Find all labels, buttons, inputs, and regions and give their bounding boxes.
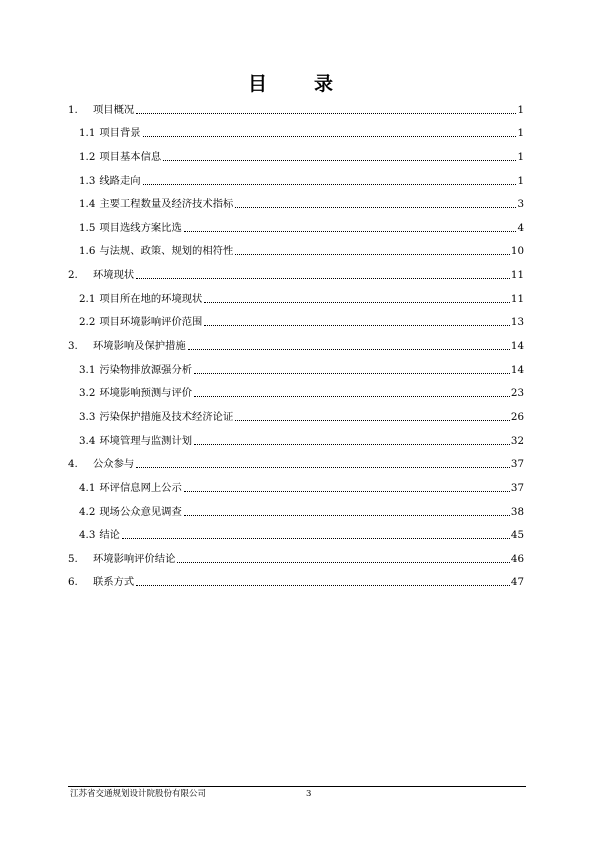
toc-entry[interactable] [68, 306, 524, 330]
toc-entry[interactable] [68, 188, 524, 212]
toc-dot-leader [163, 150, 516, 164]
footer-divider [68, 786, 526, 787]
toc-entry-label: 现场公众意见调查 [99, 505, 182, 518]
toc-entry[interactable] [68, 140, 524, 164]
toc-entry-number: 3.2 [79, 387, 96, 400]
toc-entry-label: 项目所在地的环境现状 [99, 292, 203, 305]
toc-entry-number: 6. [68, 576, 78, 589]
toc-entry-number: 1.4 [79, 198, 96, 211]
toc-entry-page: 26 [510, 410, 524, 423]
toc-entry-number: 2. [68, 269, 78, 282]
toc-entry-number: 1.6 [79, 245, 96, 258]
toc-entry[interactable] [68, 282, 524, 306]
toc-entry-number: 4.1 [79, 481, 96, 494]
toc-entry-page: 47 [510, 576, 524, 589]
toc-dot-leader [235, 197, 516, 211]
toc-dot-leader [136, 103, 516, 117]
toc-entry-page: 45 [510, 529, 524, 542]
toc-entry[interactable] [68, 235, 524, 259]
toc-entry-label: 环评信息网上公示 [99, 481, 182, 494]
toc-entry-number: 1.5 [79, 221, 96, 234]
toc-entry-label: 项目概况 [93, 103, 135, 116]
toc-entry-page: 3 [517, 198, 524, 211]
toc-entry[interactable] [68, 211, 524, 235]
toc-entry-page: 14 [510, 363, 524, 376]
toc-entry-number: 4.2 [79, 505, 96, 518]
toc-entry-label: 项目环境影响评价范围 [99, 316, 203, 329]
toc-dot-leader [143, 174, 517, 188]
toc-entry-number: 2.2 [79, 316, 96, 329]
toc-entry-page: 46 [510, 552, 524, 565]
toc-entry[interactable] [68, 93, 524, 117]
toc-entry[interactable] [68, 566, 524, 590]
toc-entry[interactable] [68, 519, 524, 543]
toc-entry[interactable] [68, 353, 524, 377]
table-of-contents [68, 93, 524, 589]
toc-dot-leader [136, 457, 510, 471]
toc-entry[interactable] [68, 542, 524, 566]
toc-entry-label: 环境影响预测与评价 [99, 387, 193, 400]
toc-entry-page: 37 [510, 481, 524, 494]
toc-entry-number: 1.2 [79, 150, 96, 163]
toc-dot-leader [188, 339, 510, 353]
toc-entry-label: 联系方式 [93, 576, 135, 589]
toc-dot-leader [184, 481, 510, 495]
toc-entry-number: 1. [68, 103, 78, 116]
toc-entry-label: 结论 [99, 529, 120, 542]
toc-entry[interactable] [68, 164, 524, 188]
toc-entry-label: 环境影响及保护措施 [93, 340, 186, 353]
toc-entry-page: 13 [510, 316, 524, 329]
toc-entry[interactable] [68, 117, 524, 141]
toc-entry-page: 4 [517, 221, 524, 234]
toc-dot-leader [184, 221, 517, 235]
toc-entry-number: 4. [68, 458, 78, 471]
toc-entry[interactable] [68, 329, 524, 353]
toc-entry-page: 1 [517, 174, 524, 187]
toc-dot-leader [143, 126, 517, 140]
toc-entry-page: 37 [510, 458, 524, 471]
toc-dot-leader [122, 528, 510, 542]
toc-entry-number: 3.1 [79, 363, 96, 376]
toc-dot-leader [204, 292, 510, 306]
toc-entry-number: 1.1 [79, 127, 96, 140]
toc-entry-page: 1 [517, 127, 524, 140]
toc-entry-page: 1 [517, 150, 524, 163]
toc-entry-number: 3. [68, 340, 78, 353]
toc-entry-label: 项目基本信息 [99, 150, 162, 163]
toc-entry-number: 4.3 [79, 529, 96, 542]
toc-entry[interactable] [68, 258, 524, 282]
footer-page-number: 3 [306, 789, 312, 799]
footer-company-name: 江苏省交通规划设计院股份有限公司 [70, 789, 207, 799]
toc-entry[interactable] [68, 400, 524, 424]
toc-entry-number: 3.4 [79, 434, 96, 447]
toc-dot-leader [194, 434, 510, 448]
toc-entry-label: 环境影响评价结论 [93, 552, 176, 565]
toc-dot-leader [235, 410, 510, 424]
page-title: 目 录 [247, 73, 347, 95]
toc-entry-number: 3.3 [79, 410, 96, 423]
toc-entry-label: 污染物排放源强分析 [99, 363, 193, 376]
toc-dot-leader [194, 386, 510, 400]
toc-dot-leader [177, 552, 510, 566]
toc-entry-number: 2.1 [79, 292, 96, 305]
toc-entry-page: 11 [510, 292, 524, 305]
toc-entry-label: 项目背景 [99, 127, 141, 140]
toc-entry-page: 11 [510, 269, 524, 282]
toc-dot-leader [136, 575, 510, 589]
toc-entry[interactable] [68, 424, 524, 448]
toc-entry-label: 公众参与 [93, 458, 135, 471]
toc-entry-number: 5. [68, 552, 78, 565]
toc-entry-page: 38 [510, 505, 524, 518]
toc-entry-label: 主要工程数量及经济技术指标 [99, 198, 234, 211]
toc-dot-leader [194, 363, 510, 377]
toc-entry[interactable] [68, 377, 524, 401]
toc-entry-page: 23 [510, 387, 524, 400]
toc-entry[interactable] [68, 448, 524, 472]
toc-entry-page: 10 [510, 245, 524, 258]
toc-entry-label: 环境现状 [93, 269, 135, 282]
toc-entry-label: 项目选线方案比选 [99, 221, 182, 234]
toc-dot-leader [235, 244, 510, 258]
toc-entry-label: 污染保护措施及技术经济论证 [99, 410, 234, 423]
toc-entry[interactable] [68, 471, 524, 495]
toc-entry[interactable] [68, 495, 524, 519]
toc-dot-leader [204, 315, 510, 329]
toc-dot-leader [136, 268, 510, 282]
toc-entry-label: 线路走向 [99, 174, 141, 187]
toc-entry-page: 32 [510, 434, 524, 447]
toc-entry-label: 环境管理与监测计划 [99, 434, 193, 447]
toc-entry-number: 1.3 [79, 174, 96, 187]
toc-entry-page: 1 [517, 103, 524, 116]
toc-dot-leader [184, 505, 510, 519]
toc-entry-label: 与法规、政策、规划的相符性 [99, 245, 234, 258]
toc-entry-page: 14 [510, 340, 524, 353]
